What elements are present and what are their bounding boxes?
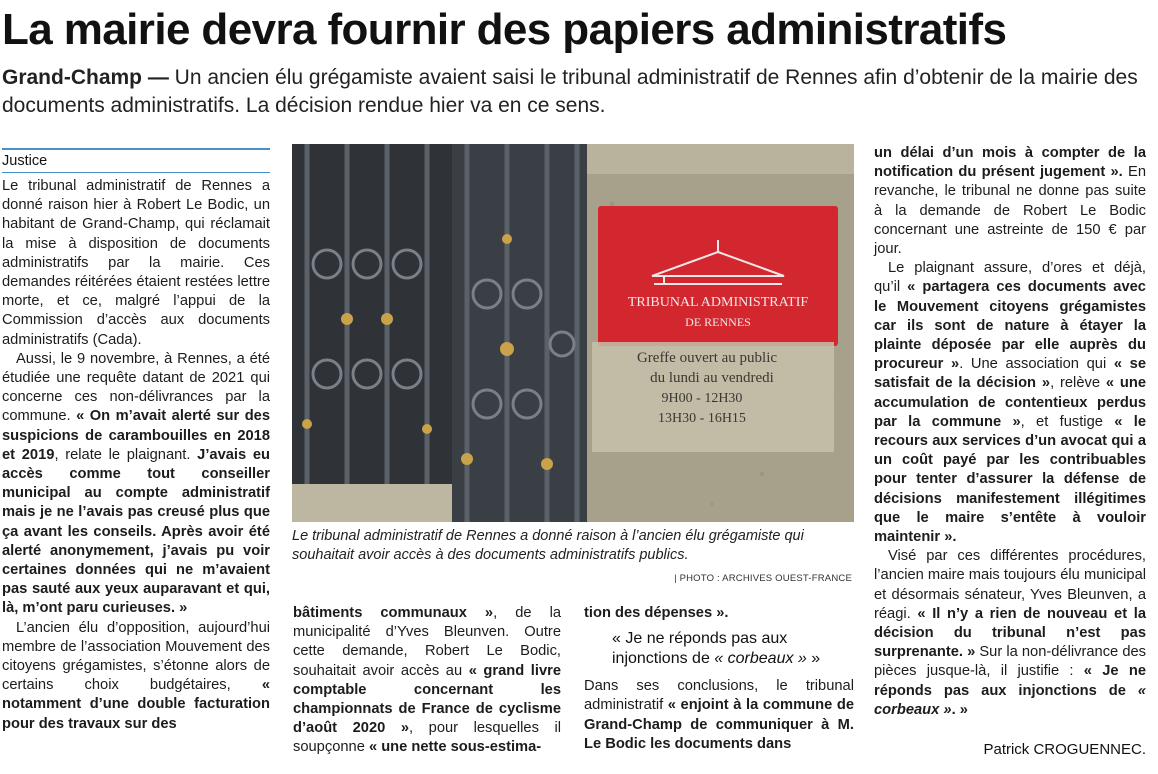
paragraph-3-quote: « notamment d’une double facturation pour des travaux sur des — [2, 677, 270, 732]
paragraph-3 — [2, 619, 270, 734]
paragraph-8 — [874, 259, 1146, 547]
headline: La mairie devra fournir des papiers administratifs — [2, 5, 1007, 54]
paragraph-9-quote: « Il n’y a rien de nouveau et la décision du tribunal n’est pas surprenante. » — [874, 605, 1146, 661]
pull-quote-close: » — [806, 650, 821, 668]
panel-line-4: 13H30 - 16H15 — [658, 411, 746, 426]
paragraph-9-text-2: Sur la non-délivrance des pièces jusque-là, il justifie : — [874, 644, 1146, 680]
paragraph-3-text: L’ancien élu d’opposition, aujourd’hui membre de l’association Mouvement des citoyens grégamistes, s’étonne alors de certains choix budgétaires, — [2, 619, 270, 694]
paragraph-9 — [874, 547, 1146, 720]
section-rubric: Justice — [2, 148, 270, 173]
paragraph-8-text: Le plaignant assure, d’ores et déjà, qu’il — [874, 260, 1146, 296]
pull-quote-emphasis: « corbeaux » — [714, 650, 807, 668]
author-signature: Patrick CROGUENNEC. — [983, 741, 1146, 758]
paragraph-8-quote-4: « le recours aux services d’un avocat qui a un coût payé par les contribuables pour tenter d’assurer la défense de décisions manifestement illégitimes que le maire s’entête à vouloir maintenir ». — [874, 413, 1146, 546]
tribunal-sign — [598, 206, 838, 346]
panel-line-1: Greffe ouvert au public — [636, 350, 778, 366]
article-column-2 — [293, 604, 561, 758]
standfirst-text: Un ancien élu grégamiste avaient saisi le tribunal administratif de Rennes afin d’obtenir de la mairie des documents administratifs. La décision rendue hier va en ce sens. — [2, 66, 1138, 117]
sign-line-2: DE RENNES — [685, 315, 751, 329]
paragraph-2 — [2, 350, 270, 619]
photo-caption: Le tribunal administratif de Rennes a donné raison à l’ancien élu grégamiste qui souhaitait avoir accès à des documents administratifs publics. — [292, 528, 804, 563]
paragraph-4-quote-end: bâtiments communaux » — [293, 605, 494, 621]
paragraph-6-text: Dans ses conclusions, le tribunal administratif — [584, 678, 854, 714]
standfirst — [2, 64, 1152, 120]
paragraph-2-text: Aussi, le 9 novembre, à Rennes, a été étudiée une requête datant de 2021 qui concerne ces non-délivrances par la commune. — [2, 350, 270, 425]
paragraph-8-quote: « partagera ces documents avec le Mouvement citoyens grégamistes car ils sont de nature à étayer la plainte déposée par elle auprès du procureur » — [874, 279, 1146, 373]
article-column-3 — [584, 604, 854, 754]
paragraph-8-text-4: , et fustige — [1020, 413, 1115, 430]
article-column-4 — [874, 144, 1146, 720]
paragraph-7 — [874, 144, 1146, 259]
paragraph-8-quote-3: « une accumulation de contentieux perdus par la commune » — [874, 375, 1146, 430]
photo-credit: | PHOTO : ARCHIVES OUEST-FRANCE — [674, 573, 852, 584]
paragraph-4-text: , de la municipalité d’Yves Bleunven. Outre cette demande, Robert Le Bodic, souhaitait avoir accès au — [293, 605, 562, 679]
paragraph-2-quote: « On m’avait alerté sur des suspicions de carambouilles en 2018 et 2019 — [2, 408, 270, 463]
pull-quote — [584, 623, 854, 677]
courthouse-photo — [292, 144, 854, 522]
paragraph-2-quote-2: J’avais eu accès comme tout conseiller municipal au compte administratif mais je ne l’avais pas creusé plus que ça avant les conseils. Après avoir été alerté anonymement, j’avais pu voir certaines données qui ne m’avaient pas sauté aux yeux auparavant et qui, là, m’ont paru curieuses. » — [2, 446, 270, 617]
panel-line-2: du lundi au vendredi — [650, 370, 774, 386]
paragraph-9-text: Visé par ces différentes procédures, l’ancien maire mais toujours élu municipal et désormais sénateur, Yves Bleunven, a réagi. — [874, 548, 1146, 622]
paragraph-9-quote-close: . » — [951, 701, 968, 718]
paragraph-9-quote-2: « Je ne réponds pas aux injonctions de — [874, 663, 1146, 699]
paragraph-6-quote: « enjoint à la commune de Grand-Champ de communiquer à M. Le Bodic les documents dans — [584, 697, 854, 752]
paragraph-6 — [584, 677, 854, 754]
panel-line-3: 9H00 - 12H30 — [661, 391, 743, 406]
paragraph-8-quote-2: « se satisfait de la décision » — [874, 356, 1147, 392]
paragraph-5 — [584, 604, 854, 623]
paragraph-2-attribution: , relate le plaignant. — [54, 446, 198, 463]
sign-line-1: TRIBUNAL ADMINISTRATIF — [627, 295, 809, 310]
paragraph-4-text-2: , pour lesquelles il soupçonne — [293, 720, 561, 756]
paragraph-4 — [293, 604, 561, 758]
paragraph-8-text-3: , relève — [1050, 375, 1106, 392]
paragraph-7-quote-end: un délai d’un mois à compter de la notification du présent jugement ». — [874, 145, 1146, 181]
paragraph-1: Le tribunal administratif de Rennes a donné raison hier à Robert Le Bodic, un habitant de Grand-Champ, qui réclamait la mise à disposition de documents administratifs par la mairie. Ces demandes réitérées étaient restées lettre morte, et ce, malgré l’appui de la Commission d’accès aux documents administratifs (Cada). — [2, 178, 270, 348]
paragraph-4-quote-2: « une nette sous-estima- — [368, 739, 542, 756]
paragraph-4-quote: « grand livre comptable concernant les championnats de France de cyclisme d’août 2020 » — [293, 662, 561, 737]
paragraph-9-emphasis: « corbeaux » — [874, 682, 1146, 718]
article-column-1 — [2, 148, 270, 734]
dateline-place: Grand-Champ — — [2, 66, 169, 89]
courthouse-gate-illustration — [292, 144, 854, 522]
opening-hours-panel — [592, 342, 834, 452]
paragraph-5-quote-end: tion des dépenses ». — [584, 605, 729, 621]
pull-quote-text: « Je ne réponds pas aux injonctions de — [612, 630, 788, 668]
paragraph-7-text: En revanche, le tribunal ne donne pas suite à la demande de Robert Le Bodic concernant une astreinte de 150 € par jour. — [874, 164, 1147, 258]
paragraph-8-text-2: . Une association qui — [959, 356, 1114, 373]
